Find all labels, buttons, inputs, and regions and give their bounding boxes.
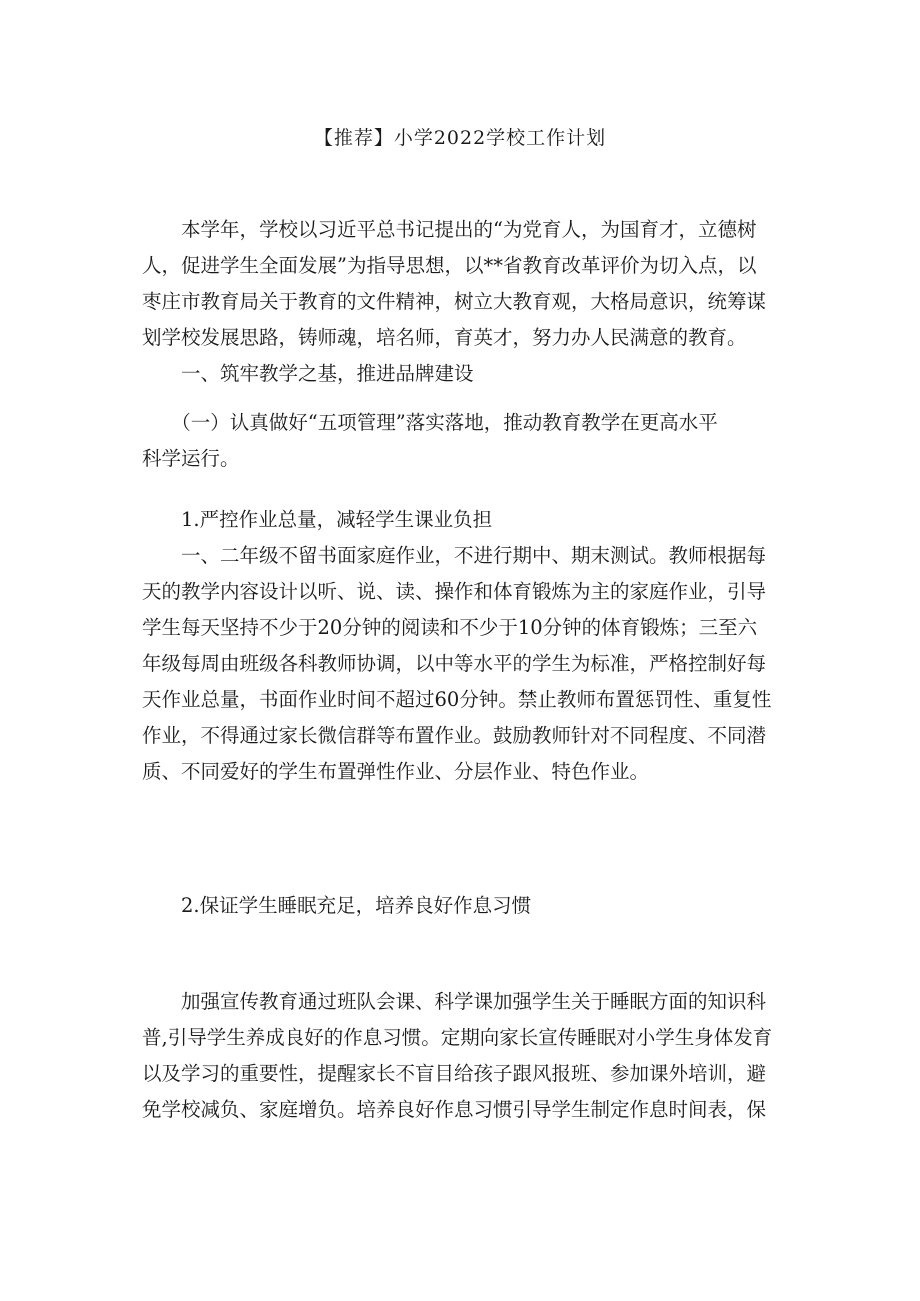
document-title: 【推荐】小学2022学校工作计划 bbox=[313, 127, 607, 149]
item-heading: 1.严控作业总量，减轻学生课业负担 bbox=[142, 508, 493, 531]
text-line: 免学校减负、家庭增负。培养良好作息习惯引导学生制定作息时间表，保 bbox=[142, 1098, 767, 1121]
paragraph-homework bbox=[142, 502, 782, 790]
subsection-heading-line: 科学运行。 bbox=[142, 447, 240, 470]
text-line: 天作业总量，书面作业时间不超过60分钟。禁止教师布置惩罚性、重复性 bbox=[142, 688, 772, 711]
text-line: 普,引导学生养成良好的作息习惯。定期向家长宣传睡眠对小学生身体发育 bbox=[142, 1026, 773, 1049]
text-line: 人，促进学生全面发展”为指导思想，以**省教育改革评价为切入点，以 bbox=[142, 254, 757, 277]
text-line: 以及学习的重要性，提醒家长不盲目给孩子跟风报班、参加课外培训，避 bbox=[142, 1062, 767, 1085]
text-line: 作业，不得通过家长微信群等布置作业。鼓励教师针对不同程度、不同潜 bbox=[142, 724, 767, 747]
text-line: 划学校发展思路，铸师魂，培名师，育英才，努力办人民满意的教育。 bbox=[142, 326, 747, 349]
paragraph-sleep-body bbox=[142, 984, 782, 1128]
text-line: 质、不同爱好的学生布置弹性作业、分层作业、特色作业。 bbox=[142, 760, 650, 783]
text-line: 枣庄市教育局关于教育的文件精神，树立大教育观，大格局意识，统筹谋 bbox=[142, 290, 767, 313]
paragraph-sleep bbox=[142, 888, 782, 924]
text-line: 天的教学内容设计以听、说、读、操作和体育锻炼为主的家庭作业，引导 bbox=[142, 580, 767, 603]
text-line: 一、二年级不留书面家庭作业，不进行期中、期末测试。教师根据每 bbox=[142, 544, 767, 567]
text-line: 学生每天坚持不少于20分钟的阅读和不少于10分钟的体育锻炼；三至六 bbox=[142, 616, 758, 639]
paragraph-wuxiang bbox=[142, 405, 782, 477]
text-line: 加强宣传教育通过班队会课、科学课加强学生关于睡眠方面的知识科 bbox=[142, 990, 767, 1013]
text-line: 本学年，学校以习近平总书记提出的“为党育人，为国育才，立德树 bbox=[142, 218, 757, 241]
paragraph-intro bbox=[142, 212, 782, 392]
text-line: 年级每周由班级各科教师协调，以中等水平的学生为标准，严格控制好每 bbox=[142, 652, 767, 675]
section-heading: 一、筑牢教学之基，推进品牌建设 bbox=[142, 362, 474, 385]
subsection-heading-line: （一）认真做好“五项管理”落实落地，推动教育教学在更高水平 bbox=[142, 411, 718, 434]
item-heading: 2.保证学生睡眠充足，培养良好作息习惯 bbox=[142, 894, 532, 917]
